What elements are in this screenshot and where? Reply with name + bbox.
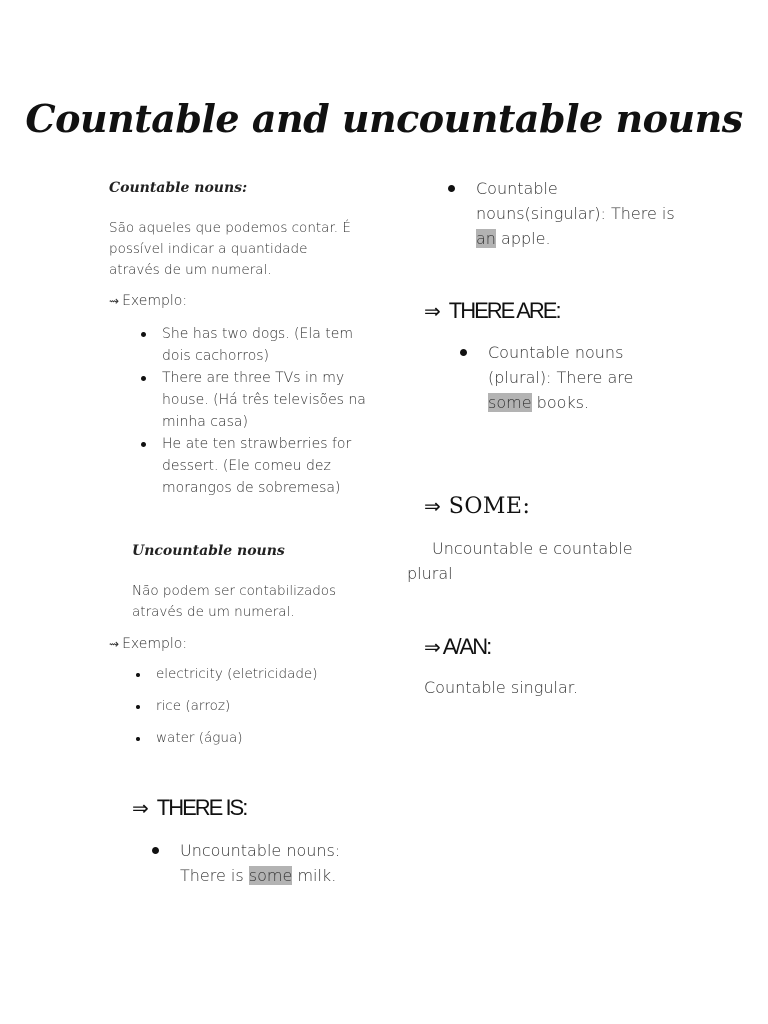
there-is-list xyxy=(150,838,370,888)
list-item: Countable nouns (plural): There are some books. xyxy=(458,340,698,415)
double-arrow-icon: ⇒ xyxy=(424,635,441,659)
countable-heading: Countable nouns: xyxy=(109,180,248,196)
list-item: electricity (eletricidade) xyxy=(132,666,318,682)
a-an-heading xyxy=(424,634,490,660)
list-item: rice (arroz) xyxy=(132,698,230,714)
example-label: Exemplo: xyxy=(122,636,188,652)
highlight: some xyxy=(488,393,532,412)
there-is-heading xyxy=(132,795,246,821)
singular-list xyxy=(446,176,706,251)
double-arrow-icon: ⇒ xyxy=(424,299,441,323)
list-item: He ate ten strawberries for dessert. (Ele comeu dez morangos de sobremesa) xyxy=(136,433,366,499)
squiggle-arrow-icon: ⇝ xyxy=(109,294,120,308)
double-arrow-icon: ⇒ xyxy=(424,494,441,518)
highlight: some xyxy=(248,866,293,885)
a-an-label: A/AN: xyxy=(442,634,491,659)
some-line1: Uncountable e countable xyxy=(432,539,633,558)
uncountable-description: Não podem ser contabilizados através de um numeral. xyxy=(132,583,337,620)
some-line2: plural xyxy=(407,564,453,583)
highlight: an xyxy=(476,229,496,248)
there-are-list xyxy=(458,340,698,415)
countable-description: São aqueles que podemos contar. É possível indicar a quantidade através de um numeral. xyxy=(109,220,351,278)
countable-examples-list xyxy=(136,323,366,499)
there-is-label: THERE IS: xyxy=(156,795,247,820)
there-are-label: THERE ARE: xyxy=(448,298,560,323)
uncountable-example-label xyxy=(109,636,187,652)
a-an-text: Countable singular. xyxy=(424,678,578,697)
countable-example-label xyxy=(109,293,187,309)
double-arrow-icon: ⇒ xyxy=(132,796,149,820)
list-item: Countable nouns(singular): There is an apple. xyxy=(446,176,706,251)
some-label: SOME: xyxy=(448,494,531,519)
list-item: She has two dogs. (Ela tem dois cachorros) xyxy=(136,323,366,367)
uncountable-heading: Uncountable nouns xyxy=(132,543,285,559)
page-title: Countable and uncountable nouns xyxy=(25,96,743,141)
list-item: There are three TVs in my house. (Há três televisões na minha casa) xyxy=(136,367,366,433)
some-heading xyxy=(424,494,530,519)
example-label: Exemplo: xyxy=(122,293,188,309)
there-are-heading xyxy=(424,298,560,324)
list-item: water (água) xyxy=(132,730,243,746)
squiggle-arrow-icon: ⇝ xyxy=(109,637,120,651)
list-item: Uncountable nouns: There is some milk. xyxy=(150,838,370,888)
